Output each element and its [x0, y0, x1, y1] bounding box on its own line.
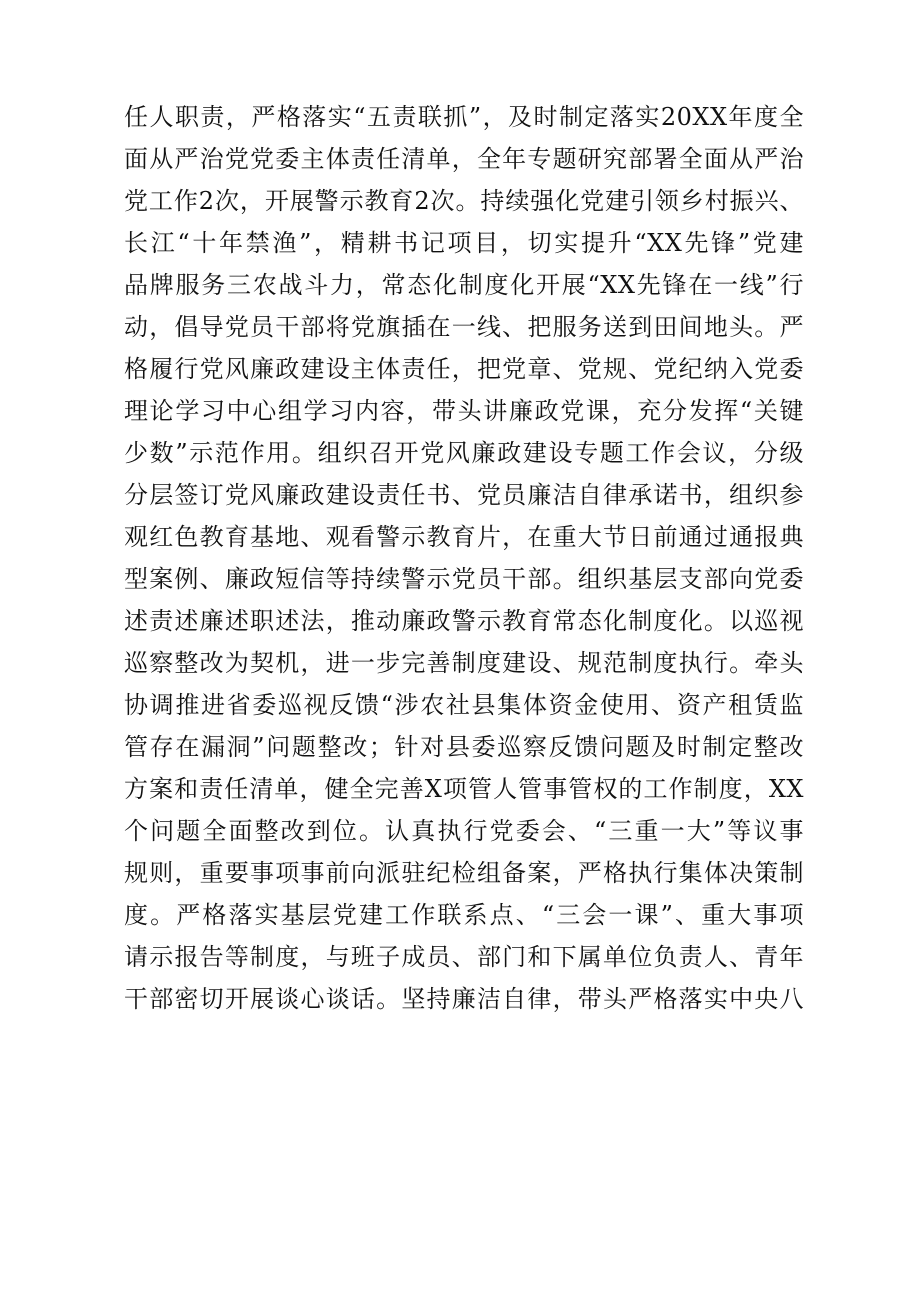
body-paragraph — [124, 96, 804, 1020]
text-line: 格履行党风廉政建设主体责任，把党章、党规、党纪纳入党委 — [124, 355, 804, 383]
text-line: 长江“十年禁渔”，精耕书记项目，切实提升“XX先锋”党建 — [124, 229, 804, 257]
text-line: 面从严治党党委主体责任清单，全年专题研究部署全面从严治 — [124, 145, 804, 173]
text-line: 述责述廉述职述法，推动廉政警示教育常态化制度化。以巡视 — [124, 607, 804, 635]
text-line: 度。严格落实基层党建工作联系点、“三会一课”、重大事项 — [124, 901, 804, 929]
text-line: 品牌服务三农战斗力，常态化制度化开展“XX先锋在一线”行 — [124, 271, 804, 299]
text-line: 任人职责，严格落实“五责联抓”，及时制定落实20XX年度全 — [124, 103, 804, 131]
text-line: 协调推进省委巡视反馈“涉农社县集体资金使用、资产租赁监 — [124, 691, 804, 719]
text-line: 理论学习中心组学习内容，带头讲廉政党课，充分发挥“关键 — [124, 397, 804, 425]
text-line: 观红色教育基地、观看警示教育片，在重大节日前通过通报典 — [124, 523, 804, 551]
text-line: 方案和责任清单，健全完善X项管人管事管权的工作制度，XX — [124, 775, 804, 803]
text-line: 少数”示范作用。组织召开党风廉政建设专题工作会议，分级 — [124, 439, 804, 467]
text-line: 巡察整改为契机，进一步完善制度建设、规范制度执行。牵头 — [124, 649, 804, 677]
text-line: 型案例、廉政短信等持续警示党员干部。组织基层支部向党委 — [124, 565, 804, 593]
text-line: 动，倡导党员干部将党旗插在一线、把服务送到田间地头。严 — [124, 313, 804, 341]
text-line: 请示报告等制度，与班子成员、部门和下属单位负责人、青年 — [124, 943, 804, 971]
text-line: 规则，重要事项事前向派驻纪检组备案，严格执行集体决策制 — [124, 859, 804, 887]
text-line: 个问题全面整改到位。认真执行党委会、“三重一大”等议事 — [124, 817, 804, 845]
text-line: 管存在漏洞”问题整改；针对县委巡察反馈问题及时制定整改 — [124, 733, 804, 761]
text-line: 干部密切开展谈心谈话。坚持廉洁自律，带头严格落实中央八 — [124, 985, 804, 1013]
text-line: 分层签订党风廉政建设责任书、党员廉洁自律承诺书，组织参 — [124, 481, 804, 509]
text-line: 党工作2次，开展警示教育2次。持续强化党建引领乡村振兴、 — [124, 187, 804, 215]
